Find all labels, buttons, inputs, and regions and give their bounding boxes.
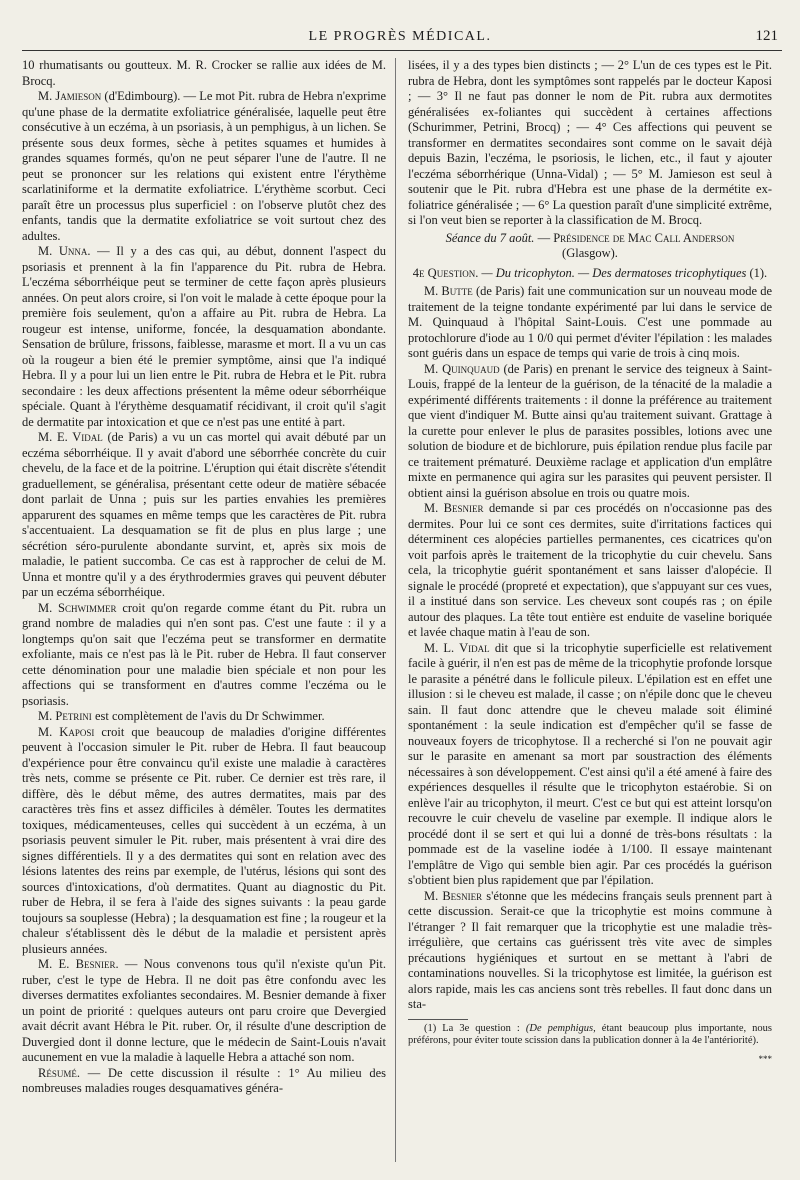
speaker-name: M. E. Besnier <box>38 957 116 971</box>
end-stars: *** <box>758 1053 772 1064</box>
paragraph-text: . — Nous convenons tous qu'il n'existe qu'un Pit. ruber, c'est le type de Hebra. Il ne doit pas être confondu avec les diverses dermatites exfoliantes secondaires. M. Besnier demande à fixer un point de priorité : quelques auteurs ont paru croire que Devergied avait décrit avant Hébra le Pit. ruber. Or, il résulte d'une description de Duvergied dont il donne lecture, que le médecin de Saint-Louis n'avait aucunement en vue la maladie à laquelle Hebra a attaché son nom. <box>22 957 386 1064</box>
paragraph <box>408 362 772 502</box>
paragraph <box>408 641 772 889</box>
paragraph-text: (d'Edimbourg). — Le mot Pit. rubra de Hebra n'exprime qu'une phase de la dermatite exfoliatrice généralisée, laquelle peut être consécutive à un eczéma, à un psoriasis, à un pemphigus, à un lichen. Se présente sous deux formes, sèche à petites squames et humides à grandes squames formés, qu'on ne peut séparer l'une de l'autre. Il ne peut se prononcer sur les relations qui existent entre l'érythème scarlatiniforme et la dermatite exfoliatrice. L'érythème scorbut. Ceci paraît être un processus plus superficiel : on l'observe plutôt chez des enfants, tandis que la dermatite exfoliatrice se voit surtout chez des adultes. <box>22 89 386 243</box>
paragraph <box>408 501 772 641</box>
paragraph <box>22 725 386 958</box>
footnote-text: étant beaucoup plus importante, nous préférons, pour éviter toute scission dans la publication donner à la 4e l'antériorité). <box>408 1022 772 1046</box>
paragraph-text: . — Il y a des cas qui, au début, donnent l'aspect du psoriasis et prennent à la fin l'apparence du Pit. rubra de Hebra. L'eczéma séborrhéique peut se terminer de cette façon après plusieurs années. On peut alors croire, si l'on voit le malade à cette époque pour la première fois seulement, qu'on a affaire au Pit. rubra de Hebra. La rougeur est intense, uniforme, foncée, la desquamation abondante. Sensation de brûlure, frissons, faiblesse, marasme et mort. Il a vu un cas où la rougeur a bien été le premier symptôme, ainsi que l'a indiqué Hebra. Il y a pour lui un lien entre le Pit. rubra de Hebra et le Pit. rubra secondaire : les deux affections présentent la même odeur séborrhéique spéciale. Quant à l'érythème desquamatif récidivant, il croit qu'il s'agit de dermatite par intoxication et que ce n'est pas une entité à part. <box>22 244 386 429</box>
paragraph-text: 10 rhumatisants ou goutteux. M. R. Crocker se rallie aux idées de M. Brocq. <box>22 58 386 88</box>
paragraph-text: (de Paris) a vu un cas mortel qui avait débuté par un eczéma séborrhéique. Il y avait d'abord une séborrhée concrète du cuir chevelu, de la face et de la poitrine. L'éruption qui était discrète s'étendit graduellement, se généralisa, présentant cette odeur de matière sébacée dont parlait de Unna ; puis sur les parties envahies les premières apparurent des squames en même temps que les caractères de Pit. rubra s'accentuaient. La desquamation se fit de plus en plus large ; une sécrétion séro-purulente abondante survint, et, après six mois de maladie, le patient succomba. Ce cas est à rapprocher de celui de M. Unna et montre qu'il y a des érythrodermies graves qui peuvent débuter par un eczéma séborrhéique. <box>22 430 386 599</box>
paragraph <box>22 601 386 710</box>
paragraph <box>22 58 386 89</box>
question-title: — Du tricophyton. — Des dermatoses tricophytiques <box>478 265 747 280</box>
paragraph <box>408 284 772 362</box>
paragraph <box>22 957 386 1066</box>
footnote-separator <box>408 1019 468 1020</box>
seance-heading <box>408 231 772 262</box>
journal-title: LE PROGRÈS MÉDICAL. <box>308 29 492 44</box>
speaker-name: Résumé <box>38 1065 77 1080</box>
footnote-italic: (De pemphigus, <box>525 1022 596 1034</box>
footnote-label: (1) La 3e question : <box>424 1022 526 1034</box>
paragraph <box>22 244 386 430</box>
speaker-name: M. Schwimmer <box>38 600 117 615</box>
speaker-name: M. Petrini <box>38 709 92 723</box>
paragraph-text: . — De cette discussion il résulte : 1° Au milieu des nombreuses maladies rouges desquamatives généra- <box>22 1065 386 1095</box>
question-number: 4e Question. <box>412 265 479 280</box>
page-header <box>0 0 800 48</box>
column-divider <box>395 58 396 1162</box>
paragraph-text: (de Paris) fait une communication sur un nouveau mode de traitement de la teigne tondante expérimenté par lui dans le service de M. Quinquaud à l'hôpital Saint-Louis. C'est une pommade au protochlorure d'iode au 1 0/0 qui permet d'éviter l'épilation : les malades sont guéris dans un espace de temps qui varie de trois à cinq mois. <box>408 284 772 360</box>
seance-place: (Glasgow). <box>562 246 618 260</box>
right-column <box>408 58 772 1162</box>
paragraph-text: s'étonne que les médecins français seuls prennent part à cette discussion. Serait-ce que la tricophytie est moins commune à l'étranger ? Il fait remarquer que la tricophytie est une maladie très-irrégulière, que certains cas guérissent très vite avec de simples précautions hygiéniques et surtout en se mettant à l'abri de contaminations nouvelles. Si la tricophytose est limitée, la guérison est alors rapide, mais les cas anciens sont très rebelles. Il faut donc dans un sta- <box>408 888 772 1011</box>
question-heading <box>408 266 772 282</box>
right-column-paragraphs <box>408 284 772 1013</box>
seance-date: Séance du 7 août. <box>445 230 535 245</box>
paragraph <box>22 1066 386 1097</box>
paragraph-text: dit que si la tricophytie superficielle est relativement facile à guérir, il n'en est pas de même de la tricophytie profonde lorsque le parasite a pénétré dans le follicule pileux. L'épilation est en effet une illusion : si le cheveu est malade, il casse ; on n'épile donc que le cheveu sain. Il faut donc attendre que le cheveu malade soit éliminé spontanément : la seule indication est d'empêcher qu'il se fasse de nouveaux foyers de tricophytose. Il a recherché si l'on ne pouvait agir sur le parasite en amenant sa mort par soustraction des éléments nécessaires à son développement. C'est ainsi qu'il a été amené à faire des expériences desquelles il résulte que le tricophyton estaérobie. Si on enlève l'air au tricophyton, il meurt. C'est ce but qui est atteint lorsqu'on recouvre le cuir chevelu de vaseline par exemple. Il indique alors le procédé dont il se sert et qui lui a donné de très-bons résultats : la pommade est de la vaseline iodée à 1/100. Il essaye maintenant l'emplâtre de Vigo qui semble bien agir. Par ces procédés la guérison s'obtient bien plus rapidement que par l'épilation. <box>408 640 772 887</box>
speaker-name: M. Unna <box>38 244 88 258</box>
question-note-ref: (1). <box>746 265 768 280</box>
paragraph <box>22 430 386 601</box>
speaker-name: M. E. Vidal <box>38 430 103 444</box>
page-number: 121 <box>755 28 778 44</box>
paragraph <box>22 89 386 244</box>
speaker-name: M. Kaposi <box>38 724 95 739</box>
seance-presidence: — Présidence de Mac Call Anderson <box>534 230 735 245</box>
speaker-name: M. Quinquaud <box>424 361 500 376</box>
speaker-name: M. L. Vidal <box>424 640 490 655</box>
speaker-name: M. Besnier <box>424 888 483 903</box>
right-column-intro: lisées, il y a des types bien distincts ; — 2° L'un de ces types est le Pit. rubra de Hebra, dont les symptômes sont rappelés par le docteur Kaposi ; — 3° Il ne faut pas donner le nom de Pit. rubra aux dermotites généralisées ex-foliantes qui succèdent à certaines affections (Schurimmer, Petrini, Brocq) ; — 4° Ces affections qui peuvent se transformer en dermatites secondaires sont comme on le savait déjà depuis Bazin, l'eczéma, le psoriosis, le lichen, etc., il faut y ajouter l'eczéma séborrhérique (Unna-Vidal) ; — 5° M. Jamieson est seul à soutenir que le Pit. rubra d'Hebra est une phase de la dermétite ex-foliatrice généralisée ; — 6° La question paraît d'une simplicité extrême, si l'on veut bien se reporter à la classification de M. Brocq. <box>408 58 772 227</box>
speaker-name: M. Jamieson <box>38 89 102 103</box>
paragraph-text: croit qu'on regarde comme étant du Pit. rubra un grand nombre de maladies qui n'en sont pas. C'est une faute : il y a longtemps qu'on sait que l'eczéma peut se transformer en dermatite exfoliante, mais ce n'est pas là le Pit. ruber de Hebra. Il faut conserver cette dénomination pour une maladie bien spéciale et non pour les affections qui se transforment en d'autres comme l'eczéma ou le psoriasis. <box>22 600 386 708</box>
left-column <box>22 58 386 1162</box>
speaker-name: M. Besnier <box>424 501 484 515</box>
paragraph-text: demande si par ces procédés on n'occasionne pas des dermites. Pour lui ce sont ces dermites, suite d'irritations factices qui déterminent ces alopécies partielles permanentes, ces cicatrices qu'on voit parfois après le traitement de la tricophytie du cuir chevelu. Sans cela, la tricophytie guérit spontanément et sans laisser d'alopécie. Il signale le procédé (propreté et expectation), que s'appuyant sur ces vues, il a institué dans son service. Les cheveux sont coupés ras ; on épile autour des plaques. La tête tout entière est enduite de vaseline boriquée et lavée chaque matin à l'eau de son. <box>408 501 772 639</box>
paragraph <box>408 889 772 1013</box>
header-rule <box>22 50 782 51</box>
speaker-name: M. Butte <box>424 284 473 298</box>
footnote <box>408 1023 772 1048</box>
paragraph <box>22 709 386 725</box>
paragraph-text: croit que beaucoup de maladies d'origine différentes peuvent à l'occasion simuler le Pit. ruber de Hebra. Il faut beaucoup d'expérience pour être convaincu qu'il existe une maladie à caractères très nets, comme se présente ce Pit. ruber. Ce dernier est très rare, il diffère, dès le début même, des autres dermatites, mais par des caractères très fins et assez difficiles à démêler. Toutes les dermatites toxiques, médicamenteuses, celles qui succèdent à un eczéma, à un psoriasis peuvent simuler le Pit. ruber, mais présentent à vrai dire des signes différentiels. Il y a des dermatites qui sont en relation avec des lésions latentes des reins par exemple, de l'utérus, lésions qui sont des sources d'intoxications, d'où dermatites. Quant au diagnostic du Pit. ruber de Hebra, il se fera à l'aide des signes suivants : la peau garde toujours sa souplesse (Hebra) ; la desquamation est fine ; la rougeur et la chaleur s'établissent dès le début de la maladie et persistent après plusieurs années. <box>22 724 386 956</box>
paragraph-text: est complètement de l'avis du Dr Schwimmer. <box>91 709 325 723</box>
paragraph-text: (de Paris) en prenant le service des teigneux à Saint-Louis, frappé de la lenteur de la guérison, de la ténacité de la maladie a expérimenté différents traitements : il donne la préférence au traitement que vient d'indiquer M. Butte ainsi qu'au traitement suivant. Grattage à la curette pour enlever le plus de parasites possibles, lotions avec une solution de biodure et de bichlorure, puis épilation rendue plus facile par ce traitement prématuré. Deuxième raclage et application d'un emplâtre mixte en permanence qui agira sur les parasites qui peuvent persister. Il obtient ainsi la guérison absolue en trois ou quatre mois. <box>408 361 772 500</box>
